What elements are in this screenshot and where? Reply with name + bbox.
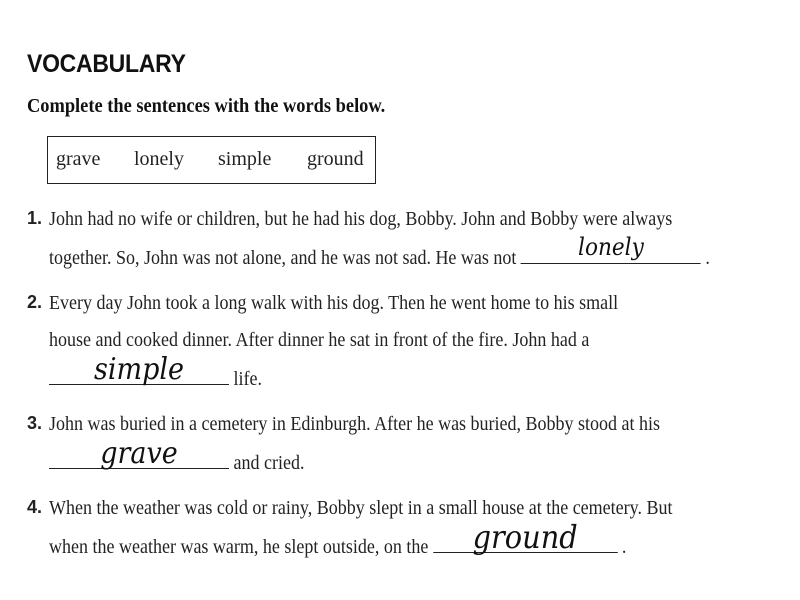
item-text-line <box>49 233 710 270</box>
word-bank-item: ground <box>307 148 364 170</box>
handwritten-answer: simple <box>94 352 184 387</box>
item-text-line <box>49 329 589 352</box>
item-text: and cried. <box>233 452 305 474</box>
answer-blank[interactable] <box>521 233 701 264</box>
item-text: Every day John took a long walk with his dog. Then he went home to his small <box>49 292 619 314</box>
word-bank-item: grave <box>56 148 101 170</box>
handwritten-answer: grave <box>100 436 178 471</box>
handwritten-answer: lonely <box>578 233 644 261</box>
item-text-line <box>49 413 660 436</box>
item-text-line <box>49 352 262 391</box>
item-number: 3. <box>27 413 43 433</box>
item-text: John had no wife or children, but he had his dog, Bobby. John and Bobby were always <box>49 208 673 230</box>
item-number: 4. <box>27 497 43 517</box>
item-text-line <box>49 497 672 520</box>
item-text-line <box>49 518 627 559</box>
word-bank-item: simple <box>218 148 272 170</box>
section-heading: VOCABULARY <box>27 50 186 78</box>
handwritten-answer: ground <box>472 518 578 556</box>
item-text: John was buried in a cemetery in Edinburgh. After he was buried, Bobby stood at his <box>49 413 661 435</box>
item-text: together. So, John was not alone, and he was not sad. He was not <box>49 247 517 269</box>
answer-blank[interactable] <box>49 352 229 387</box>
word-bank-item: lonely <box>134 148 184 170</box>
item-number: 1. <box>27 208 43 228</box>
item-text: life. <box>233 368 262 390</box>
item-text: . <box>705 247 710 269</box>
item-text: . <box>621 536 627 558</box>
item-text: when the weather was warm, he slept outside, on the <box>49 536 429 558</box>
instruction-text: Complete the sentences with the words below. <box>27 95 386 117</box>
item-text-line <box>49 292 618 315</box>
answer-blank[interactable] <box>49 436 229 471</box>
answer-blank[interactable] <box>433 518 617 556</box>
item-text: When the weather was cold or rainy, Bobby slept in a small house at the cemetery. But <box>49 497 673 519</box>
item-text-line <box>49 208 672 231</box>
item-text-line <box>49 436 305 475</box>
item-text: house and cooked dinner. After dinner he sat in front of the fire. John had a <box>49 329 590 351</box>
item-number: 2. <box>27 292 43 312</box>
word-bank-box <box>47 136 376 184</box>
